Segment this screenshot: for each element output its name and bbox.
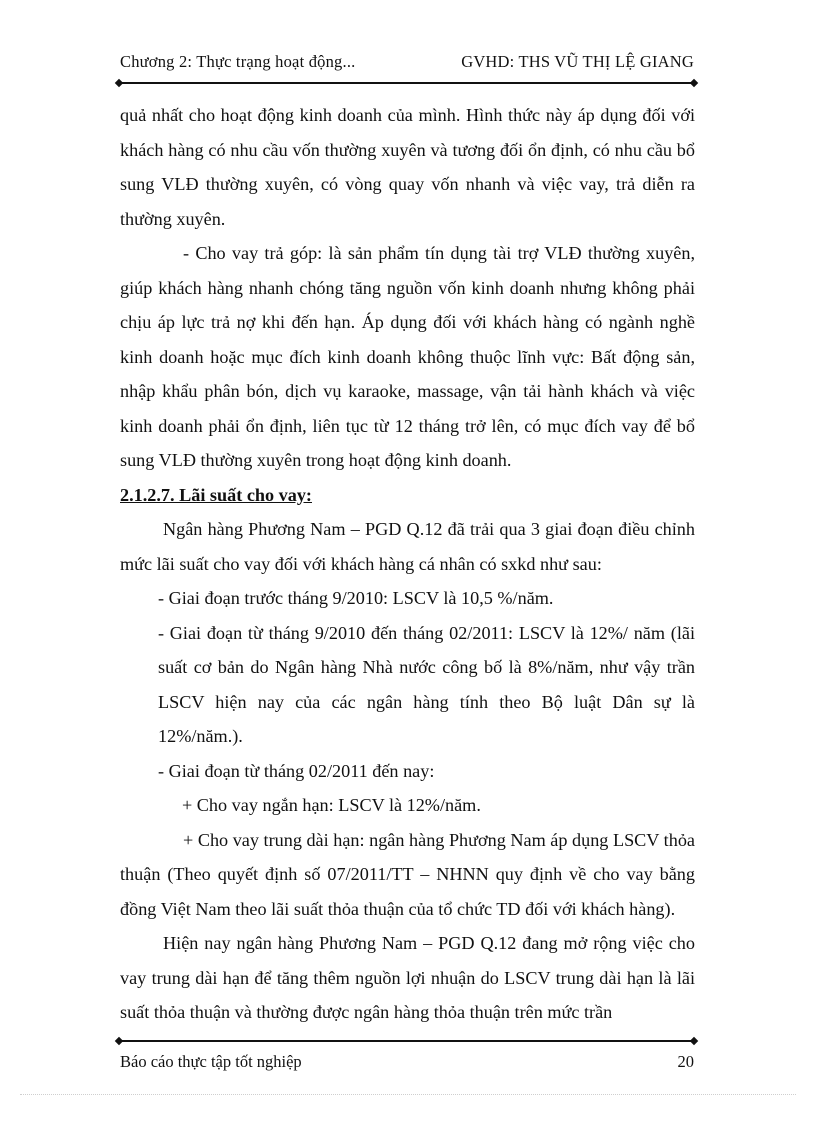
header-divider [119, 82, 694, 84]
paragraph-continuation: quả nhất cho hoạt động kinh doanh của mình. Hình thức này áp dụng đối với khách hàng có nhu cầu vốn thường xuyên và tương đối ổn định, có nhu cầu bổ sung VLĐ thường xuyên, có vòng quay vốn nhanh và việc vay, trả diễn ra thường xuyên. [120, 105, 695, 229]
document-body [120, 98, 695, 1030]
paragraph-installment-loan: - Cho vay trả góp: là sản phẩm tín dụng tài trợ VLĐ thường xuyên, giúp khách hàng nhanh chóng tăng nguồn vốn kinh doanh nhưng không phải chịu áp lực trả nợ khi đến hạn. Áp dụng đối với khách hàng có ngành nghề kinh doanh hoặc mục đích kinh doanh không thuộc lĩnh vực: Bất động sản, nhập khẩu phân bón, dịch vụ karaoke, massage, vận tải hành khách và việc kinh doanh phải ổn định, liên tục từ 12 tháng trở lên, có mục đích vay để bổ sung VLĐ thường xuyên trong hoạt động kinh doanh. [120, 243, 695, 470]
paragraph-current-status: Hiện nay ngân hàng Phương Nam – PGD Q.12 đang mở rộng việc cho vay trung dài hạn để tăng thêm nguồn lợi nhuận do LSCV trung dài hạn là lãi suất thỏa thuận và thường được ngân hàng thỏa thuận trên mức trần [120, 933, 695, 1022]
paragraph-period-2: - Giai đoạn từ tháng 9/2010 đến tháng 02/2011: LSCV là 12%/ năm (lãi suất cơ bản do Ngân hàng Nhà nước công bố là 8%/năm, như vậy trần LSCV hiện nay của các ngân hàng tính theo Bộ luật Dân sự là 12%/năm.). [158, 622, 695, 746]
page-edge-divider [20, 1094, 796, 1095]
section-heading: 2.1.2.7. Lãi suất cho vay: [120, 484, 312, 505]
header-chapter: Chương 2: Thực trạng hoạt động... [120, 52, 356, 71]
paragraph-period-1: - Giai đoạn trước tháng 9/2010: LSCV là 10,5 %/năm. [158, 588, 554, 608]
header-advisor: GVHD: THS VŨ THỊ LỆ GIANG [461, 52, 694, 71]
paragraph-period-3: - Giai đoạn từ tháng 02/2011 đến nay: [158, 760, 435, 781]
paragraph-medium-long-term: + Cho vay trung dài hạn: ngân hàng Phương Nam áp dụng LSCV thỏa thuận (Theo quyết định số 07/2011/TT – NHNN quy định về cho vay bằng đồng Việt Nam theo lãi suất thỏa thuận của tổ chức TD đối với khách hàng). [120, 829, 695, 919]
paragraph-rate-intro: Ngân hàng Phương Nam – PGD Q.12 đã trải qua 3 giai đoạn điều chỉnh mức lãi suất cho vay đối với khách hàng cá nhân có sxkd như sau: [120, 519, 695, 574]
footer-title: Báo cáo thực tập tốt nghiệp [120, 1052, 302, 1071]
paragraph-short-term: + Cho vay ngắn hạn: LSCV là 12%/năm. [182, 795, 481, 815]
footer-divider [119, 1040, 694, 1042]
page-number: 20 [677, 1052, 694, 1071]
